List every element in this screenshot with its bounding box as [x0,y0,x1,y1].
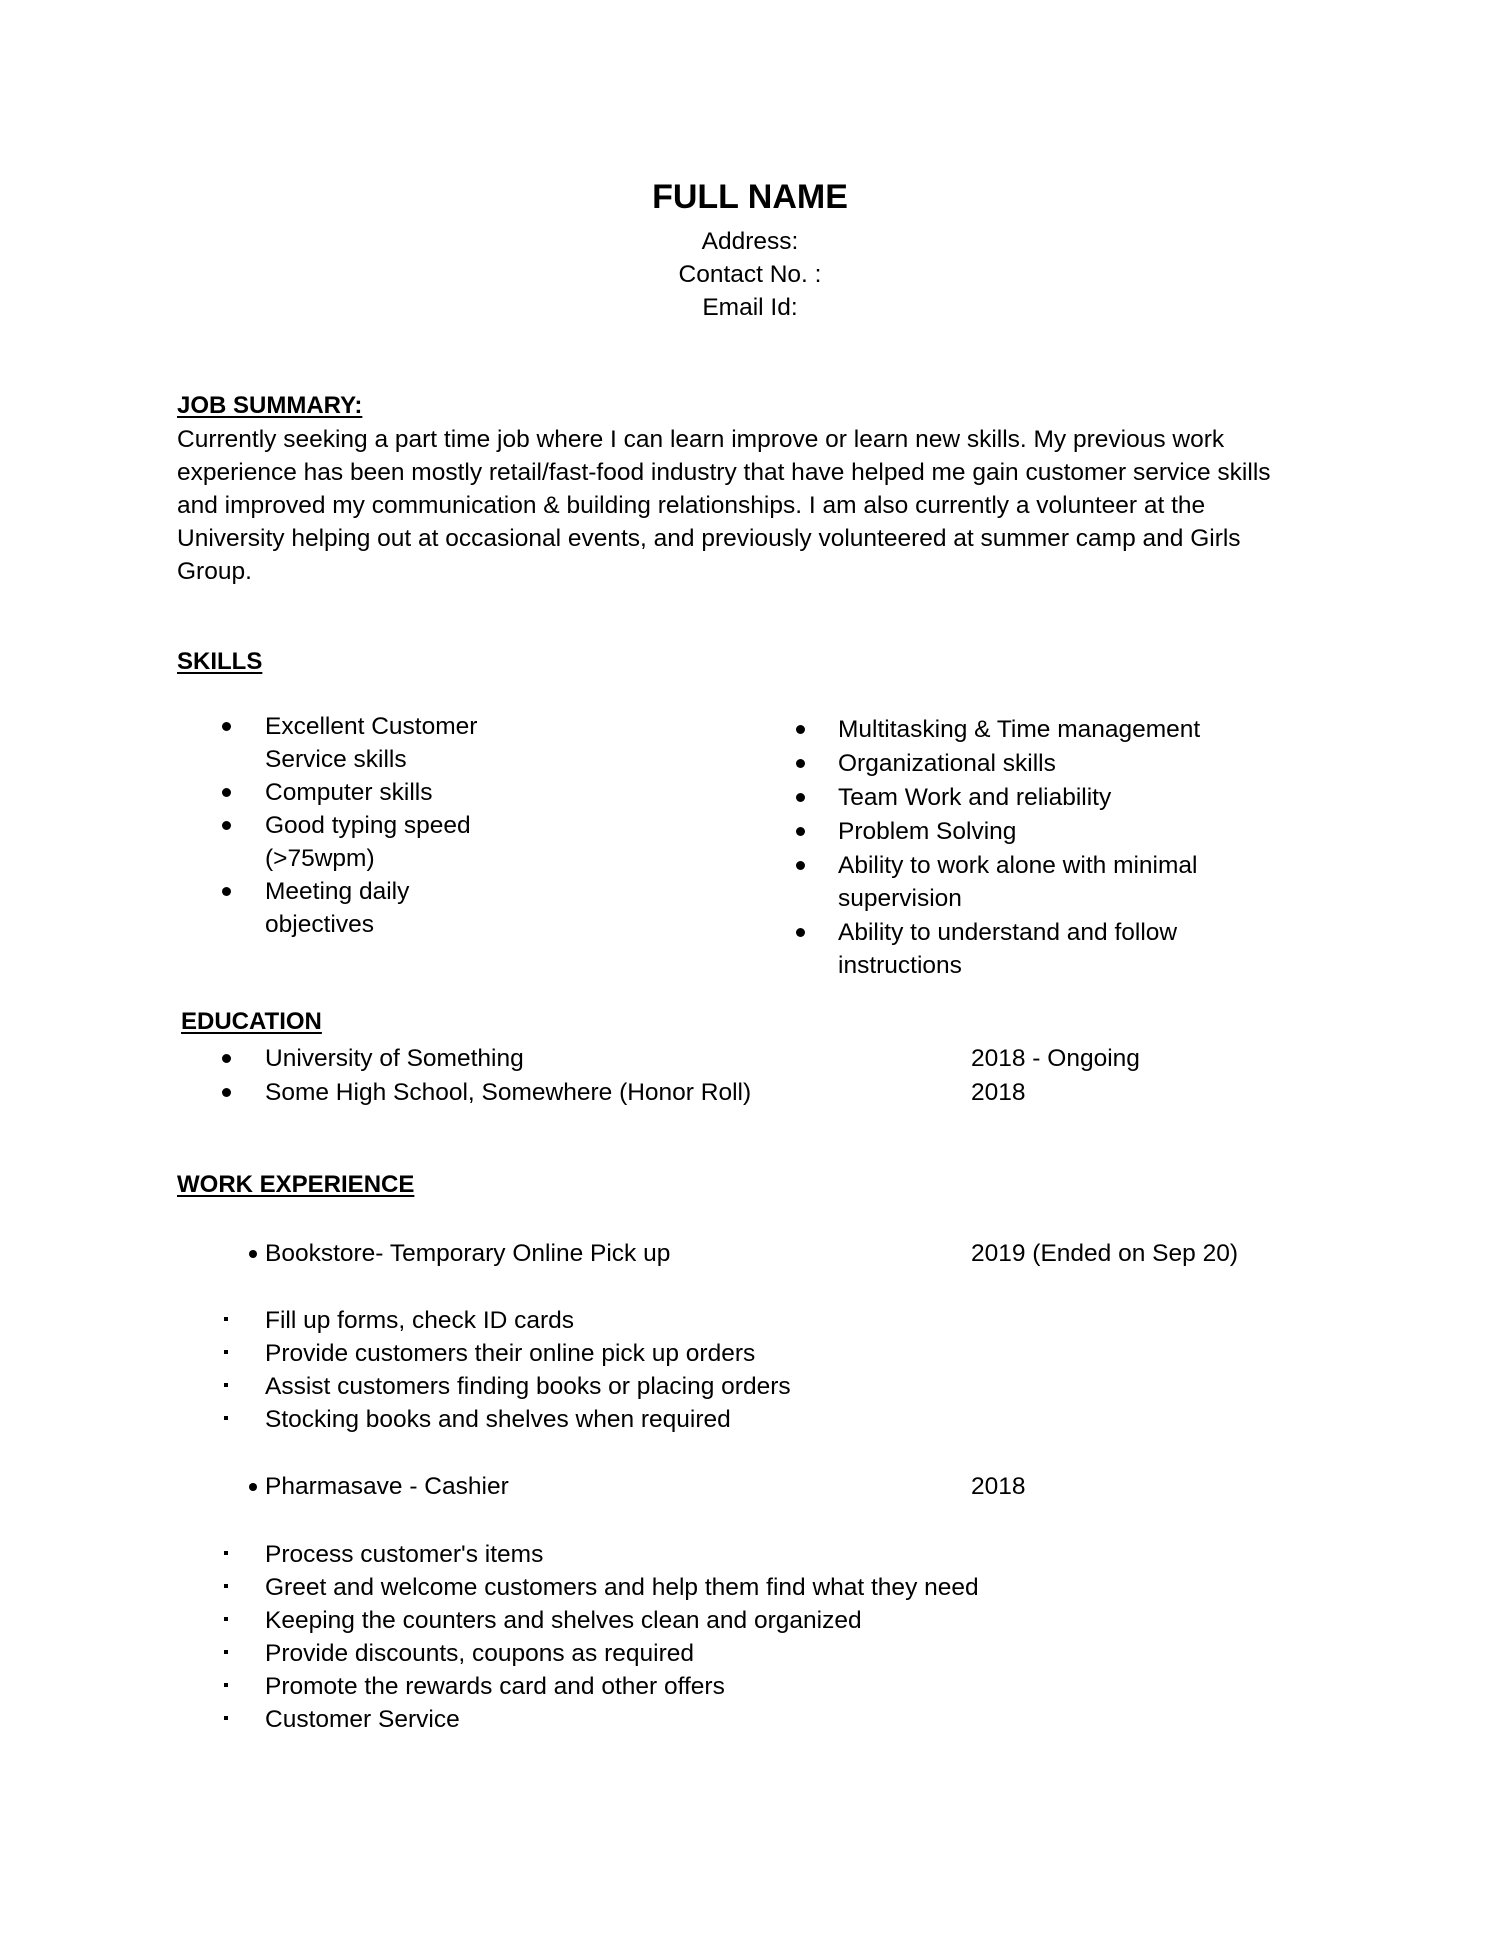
bullet [222,1054,231,1063]
job-title: Bookstore- Temporary Online Pick up [265,1240,671,1267]
bullet [224,1584,228,1588]
bullet [224,1683,228,1687]
job-duty: Fill up forms, check ID cards [265,1307,575,1334]
bullet [222,788,231,797]
skill-item: Organizational skills [838,750,1056,777]
skill-item: Multitasking & Time management [838,716,1201,743]
bullet [796,793,805,802]
bullet [222,722,231,731]
job-duty: Process customer's items [265,1541,544,1568]
bullet [222,887,231,896]
job-title: Pharmasave - Cashier [265,1473,509,1500]
address-line: Address: [701,228,799,255]
skills-heading: SKILLS [177,648,263,675]
job-duty: Assist customers finding books or placing orders [265,1373,791,1400]
bullet [224,1617,228,1621]
bullet [796,725,805,734]
job-duty: Greet and welcome customers and help them find what they need [265,1574,979,1601]
skill-item: Ability to understand and follow [838,919,1178,946]
skill-item: Meeting daily [265,878,410,905]
bullet [796,861,805,870]
job-duty: Promote the rewards card and other offers [265,1673,725,1700]
skill-item: instructions [838,952,962,979]
skill-item: Excellent Customer [265,713,478,740]
bullet [224,1650,228,1654]
bullet [796,827,805,836]
bullet [224,1716,228,1720]
skill-item: Team Work and reliability [838,784,1112,811]
work-experience-heading: WORK EXPERIENCE [177,1171,415,1198]
skill-item: Service skills [265,746,407,773]
bullet [796,928,805,937]
bullet [224,1350,228,1354]
skill-item: Good typing speed [265,812,471,839]
bullet [224,1551,228,1555]
contact-line: Contact No. : [678,261,822,288]
education-year: 2018 - Ongoing [971,1045,1140,1072]
bullet [249,1483,257,1491]
skill-item: (>75wpm) [265,845,375,872]
bullet [249,1250,257,1258]
education-year: 2018 [971,1079,1026,1106]
email-line: Email Id: [702,294,798,321]
skill-item: Ability to work alone with minimal [838,852,1198,879]
job-summary-heading: JOB SUMMARY: [177,392,363,419]
bullet [224,1416,228,1420]
job-duty: Customer Service [265,1706,460,1733]
bullet [224,1317,228,1321]
education-school: University of Something [265,1045,524,1072]
bullet [796,759,805,768]
skill-item: supervision [838,885,962,912]
education-heading: EDUCATION [181,1008,322,1035]
job-duty: Provide discounts, coupons as required [265,1640,695,1667]
job-dates: 2019 (Ended on Sep 20) [971,1240,1238,1267]
bullet [222,821,231,830]
job-duty: Provide customers their online pick up orders [265,1340,756,1367]
skill-item: Problem Solving [838,818,1017,845]
bullet [222,1088,231,1097]
job-duty: Stocking books and shelves when required [265,1406,731,1433]
skill-item: Computer skills [265,779,433,806]
job-duty: Keeping the counters and shelves clean and organized [265,1607,862,1634]
bullet [224,1383,228,1387]
full-name: FULL NAME [652,178,848,216]
job-dates: 2018 [971,1473,1026,1500]
skill-item: objectives [265,911,374,938]
education-school: Some High School, Somewhere (Honor Roll) [265,1079,752,1106]
job-summary-text: Currently seeking a part time job where I can learn improve or learn new skills. My previous work experience has been mostly retail/fast-food industry that have helped me gain customer service skills and improved my communication & building relationships. I am also currently a volunteer at the University helping out at occasional events, and previously volunteered at summer camp and Girls Group. [177,426,1271,586]
